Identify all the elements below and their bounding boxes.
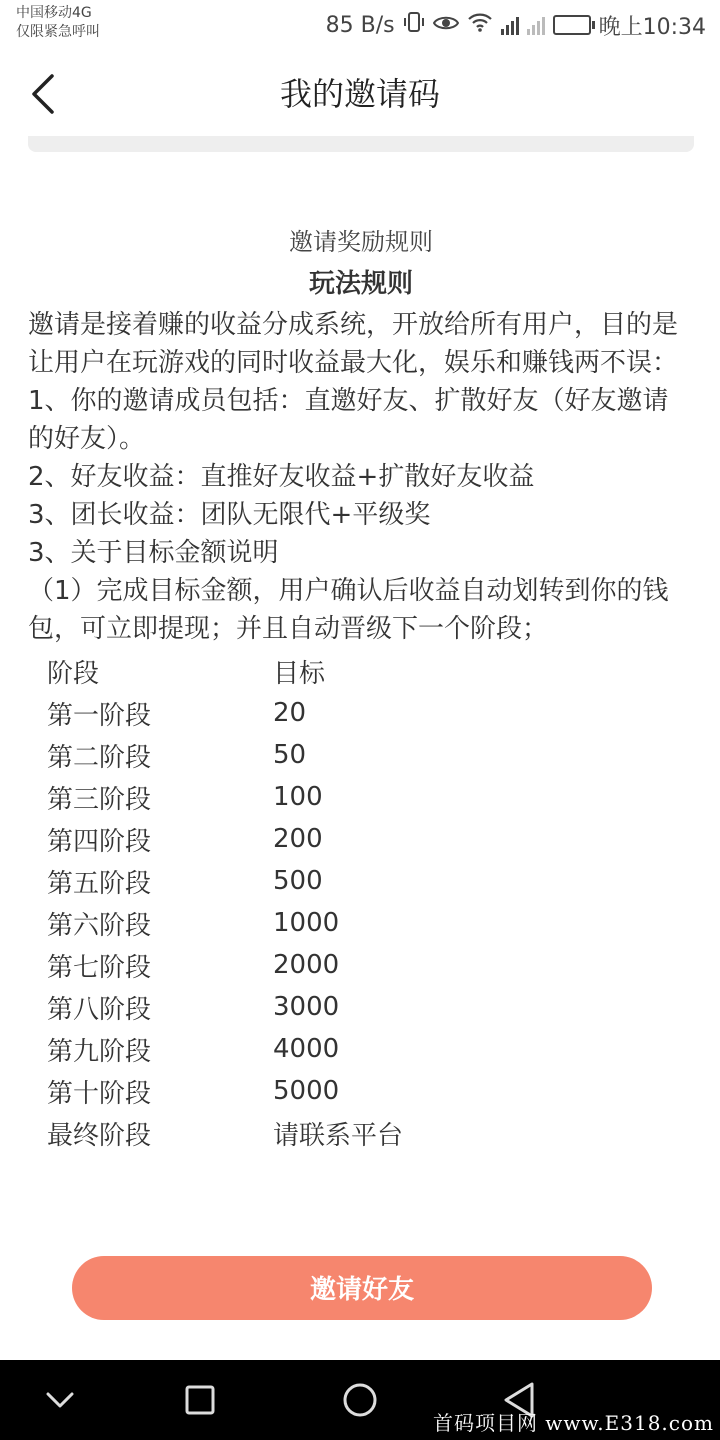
rules-title: 邀请奖励规则 bbox=[289, 228, 433, 256]
stage-target: 1000 bbox=[273, 908, 340, 938]
rules-subtitle: 玩法规则 bbox=[308, 269, 413, 299]
stage-name: 第三阶段 bbox=[47, 784, 152, 815]
stage-name: 第十阶段 bbox=[47, 1078, 152, 1109]
stage-target: 2000 bbox=[273, 950, 340, 980]
rule-item-1: 1、你的邀请成员包括：直邀好友、扩散好友（好友邀请的好友）。 bbox=[28, 386, 669, 454]
table-row bbox=[28, 734, 694, 776]
table-row bbox=[28, 1028, 694, 1070]
invite-friends-button[interactable]: 邀请好友 bbox=[72, 1256, 652, 1320]
square-icon bbox=[176, 1376, 224, 1424]
table-row bbox=[28, 818, 694, 860]
network-speed: 85 B/s bbox=[325, 12, 395, 38]
header-stage: 阶段 bbox=[47, 658, 100, 689]
stage-name: 第七阶段 bbox=[47, 952, 152, 983]
clock: 晚上10:34 bbox=[598, 14, 706, 40]
wifi-icon bbox=[467, 12, 493, 38]
table-row bbox=[28, 944, 694, 986]
stage-target: 3000 bbox=[273, 992, 340, 1022]
signal-4g-icon bbox=[501, 15, 519, 35]
table-row bbox=[28, 776, 694, 818]
stage-name: 第九阶段 bbox=[47, 1036, 152, 1067]
rules-section bbox=[28, 222, 694, 1154]
stage-table bbox=[28, 650, 694, 1154]
home-button[interactable] bbox=[336, 1376, 384, 1424]
header-target: 目标 bbox=[273, 658, 326, 689]
stage-target: 20 bbox=[273, 698, 307, 728]
carrier-name: 中国移动4G bbox=[16, 5, 92, 21]
eye-icon bbox=[433, 13, 459, 38]
stage-target: 200 bbox=[273, 824, 323, 854]
table-header bbox=[28, 650, 694, 692]
status-icons bbox=[326, 8, 706, 42]
status-bar bbox=[0, 0, 720, 50]
hide-nav-button[interactable] bbox=[36, 1376, 84, 1424]
stage-name: 第二阶段 bbox=[47, 742, 152, 773]
stage-target: 请联系平台 bbox=[273, 1120, 404, 1151]
stage-name: 第六阶段 bbox=[47, 910, 152, 941]
stage-name: 第五阶段 bbox=[47, 868, 152, 899]
rules-intro: 邀请是接着赚的收益分成系统，开放给所有用户，目的是让用户在玩游戏的同时收益最大化，娱乐和赚钱两不误： bbox=[28, 310, 679, 378]
battery-icon bbox=[553, 15, 591, 35]
rule-item-3: 3、团长收益：团队无限代+平级奖 bbox=[28, 500, 431, 530]
carrier-status: 仅限紧急呼叫 bbox=[16, 24, 100, 40]
stage-name: 第四阶段 bbox=[47, 826, 152, 857]
vibrate-icon bbox=[403, 11, 425, 39]
circle-icon bbox=[336, 1376, 384, 1424]
stage-target: 500 bbox=[273, 866, 323, 896]
recents-button[interactable] bbox=[176, 1376, 224, 1424]
stage-target: 50 bbox=[273, 740, 307, 770]
stage-target: 4000 bbox=[273, 1034, 340, 1064]
table-row bbox=[28, 902, 694, 944]
chevron-down-icon bbox=[36, 1376, 84, 1424]
table-row bbox=[28, 1070, 694, 1112]
table-row bbox=[28, 1112, 694, 1154]
table-row bbox=[28, 692, 694, 734]
stage-name: 最终阶段 bbox=[47, 1120, 152, 1151]
page-title: 我的邀请码 bbox=[279, 75, 440, 113]
rule-item-2: 2、好友收益：直推好友收益+扩散好友收益 bbox=[28, 462, 535, 492]
table-row bbox=[28, 986, 694, 1028]
stage-target: 100 bbox=[273, 782, 323, 812]
invite-code-card-edge bbox=[28, 136, 694, 152]
watermark-text: 首码项目网 www.E318.com bbox=[432, 1411, 714, 1435]
stage-name: 第一阶段 bbox=[47, 700, 152, 731]
title-bar bbox=[0, 50, 720, 138]
table-row bbox=[28, 860, 694, 902]
stage-name: 第八阶段 bbox=[47, 994, 152, 1025]
stage-target: 5000 bbox=[273, 1076, 340, 1106]
system-nav-bar bbox=[0, 1360, 720, 1440]
signal-empty-icon bbox=[527, 15, 545, 35]
carrier-info bbox=[16, 4, 100, 42]
rule-item-target: （1）完成目标金额，用户确认后收益自动划转到你的钱包，可立即提现；并且自动晋级下一个阶段； bbox=[28, 576, 669, 644]
rule-item-4: 3、关于目标金额说明 bbox=[28, 538, 279, 568]
